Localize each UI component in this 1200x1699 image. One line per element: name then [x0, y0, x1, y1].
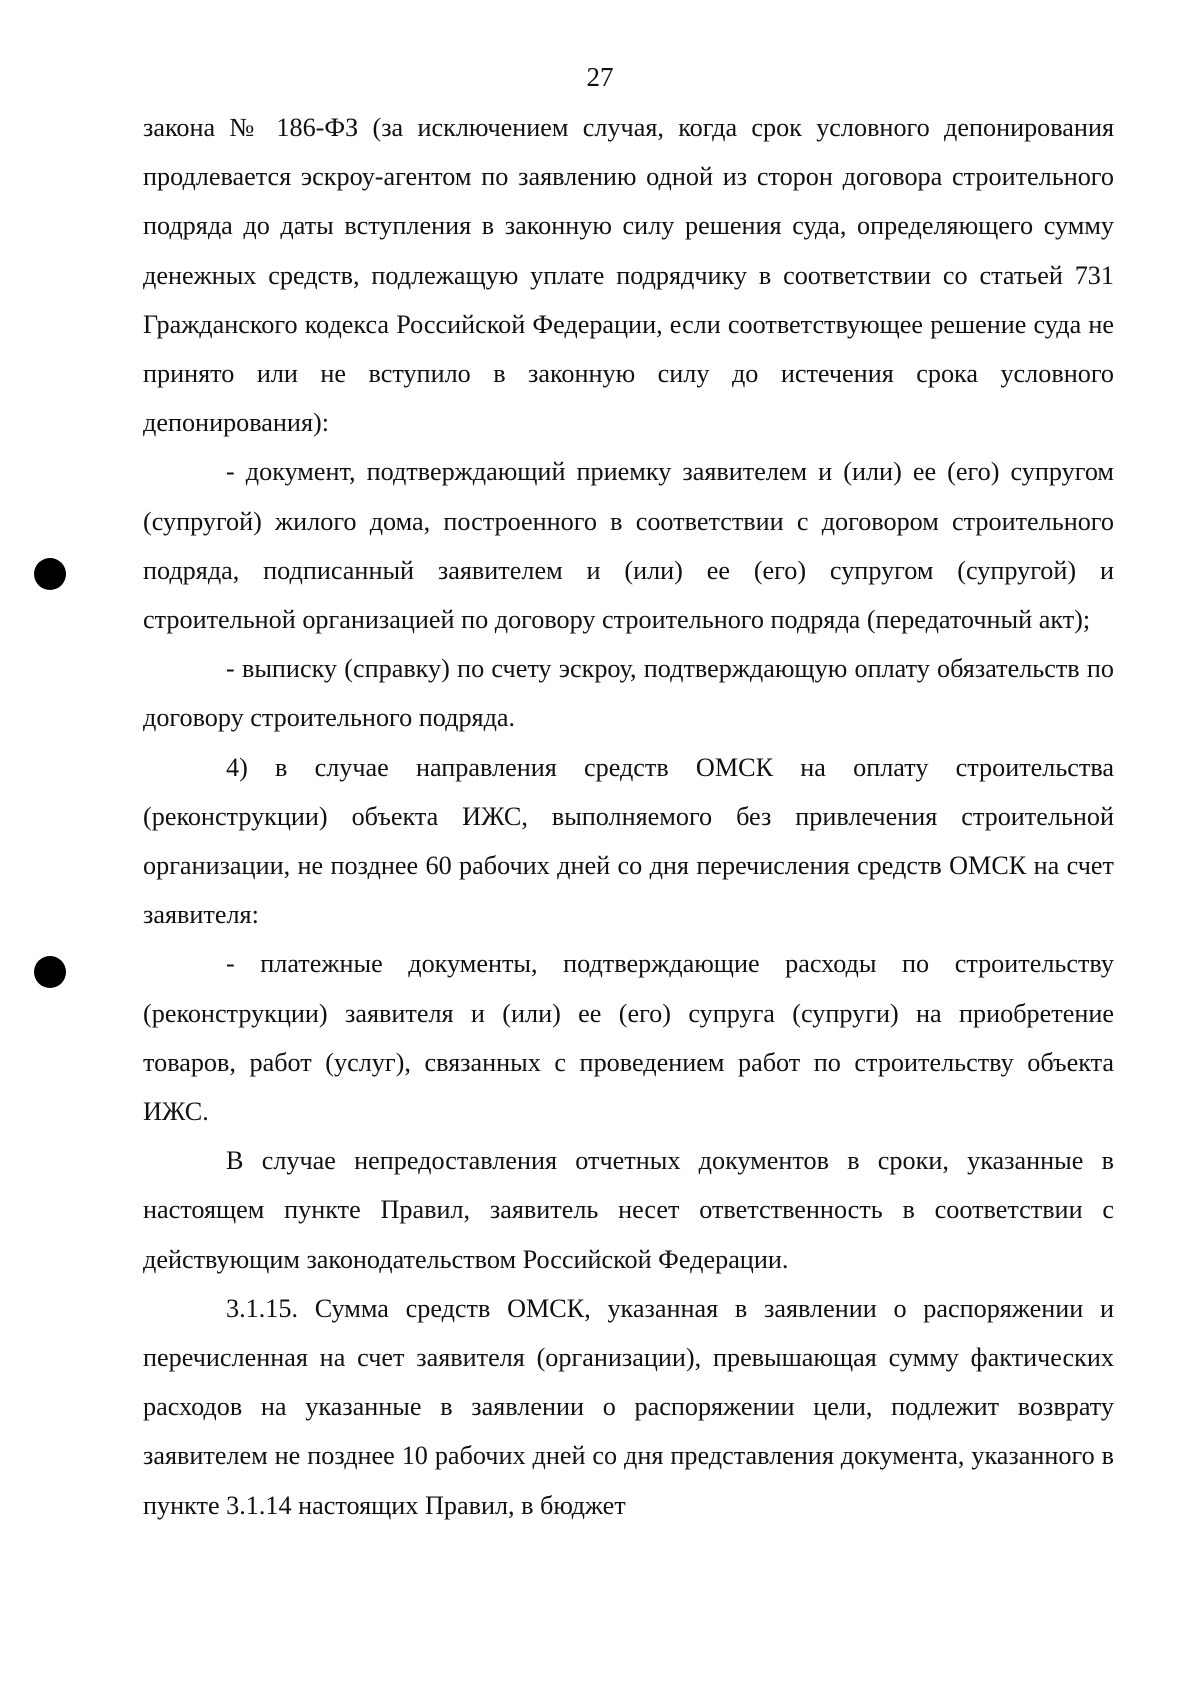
paragraph-liability: В случае непредоставления отчетных документов в сроки, указанные в настоящем пункте Правил, заявитель несет ответственность в соответствии с действующим законодательством Российской Федерации.: [143, 1146, 1114, 1274]
paragraph-continuation: закона № 186-ФЗ (за исключением случая, когда срок условного депонирования продлевается эскроу-агентом по заявлению одной из сторон договора строительного подряда до даты вступления в законную силу решения суда, определяющего сумму денежных средств, подлежащую уплате подрядчику в соответствии со статьей 731 Гражданского кодекса Российской Федерации, если соответствующее решение суда не принято или не вступило в законную силу до истечения срока условного депонирования):: [143, 113, 1114, 438]
punch-hole-top: [34, 558, 66, 590]
paragraph-3-1-15: 3.1.15. Сумма средств ОМСК, указанная в заявлении о распоряжении и перечисленная на счет заявителя (организации), превышающая сумму фактических расходов на указанные в заявлении о распоряжении цели, подлежит возврату заявителем не позднее 10 рабочих дней со дня представления документа, указанного в пункте 3.1.14 настоящих Правил, в бюджет: [143, 1293, 1114, 1520]
paragraph-escrow-statement: - выписку (справку) по счету эскроу, подтверждающую оплату обязательств по договору строительного подряда.: [143, 654, 1114, 733]
document-body: [143, 103, 1114, 1530]
paragraph-payment-documents: - платежные документы, подтверждающие расходы по строительству (реконструкции) заявителя и (или) ее (его) супруга (супруги) на приобретение товаров, работ (услуг), связанных с проведением работ по строительству объекта ИЖС.: [143, 949, 1114, 1127]
paragraph-transfer-act: - документ, подтверждающий приемку заявителем и (или) ее (его) супругом (супругой) жилого дома, построенного в соответствии с договором строительного подряда, подписанный заявителем и (или) ее (его) супругом (супругой) и строительной организацией по договору строительного подряда (передаточный акт);: [143, 457, 1114, 635]
paragraph-item-4: 4) в случае направления средств ОМСК на оплату строительства (реконструкции) объекта ИЖС, выполняемого без привлечения строительной организации, не позднее 60 рабочих дней со дня перечисления средств ОМСК на счет заявителя:: [143, 752, 1114, 930]
punch-hole-bottom: [34, 956, 66, 988]
page-number: 27: [586, 62, 614, 92]
